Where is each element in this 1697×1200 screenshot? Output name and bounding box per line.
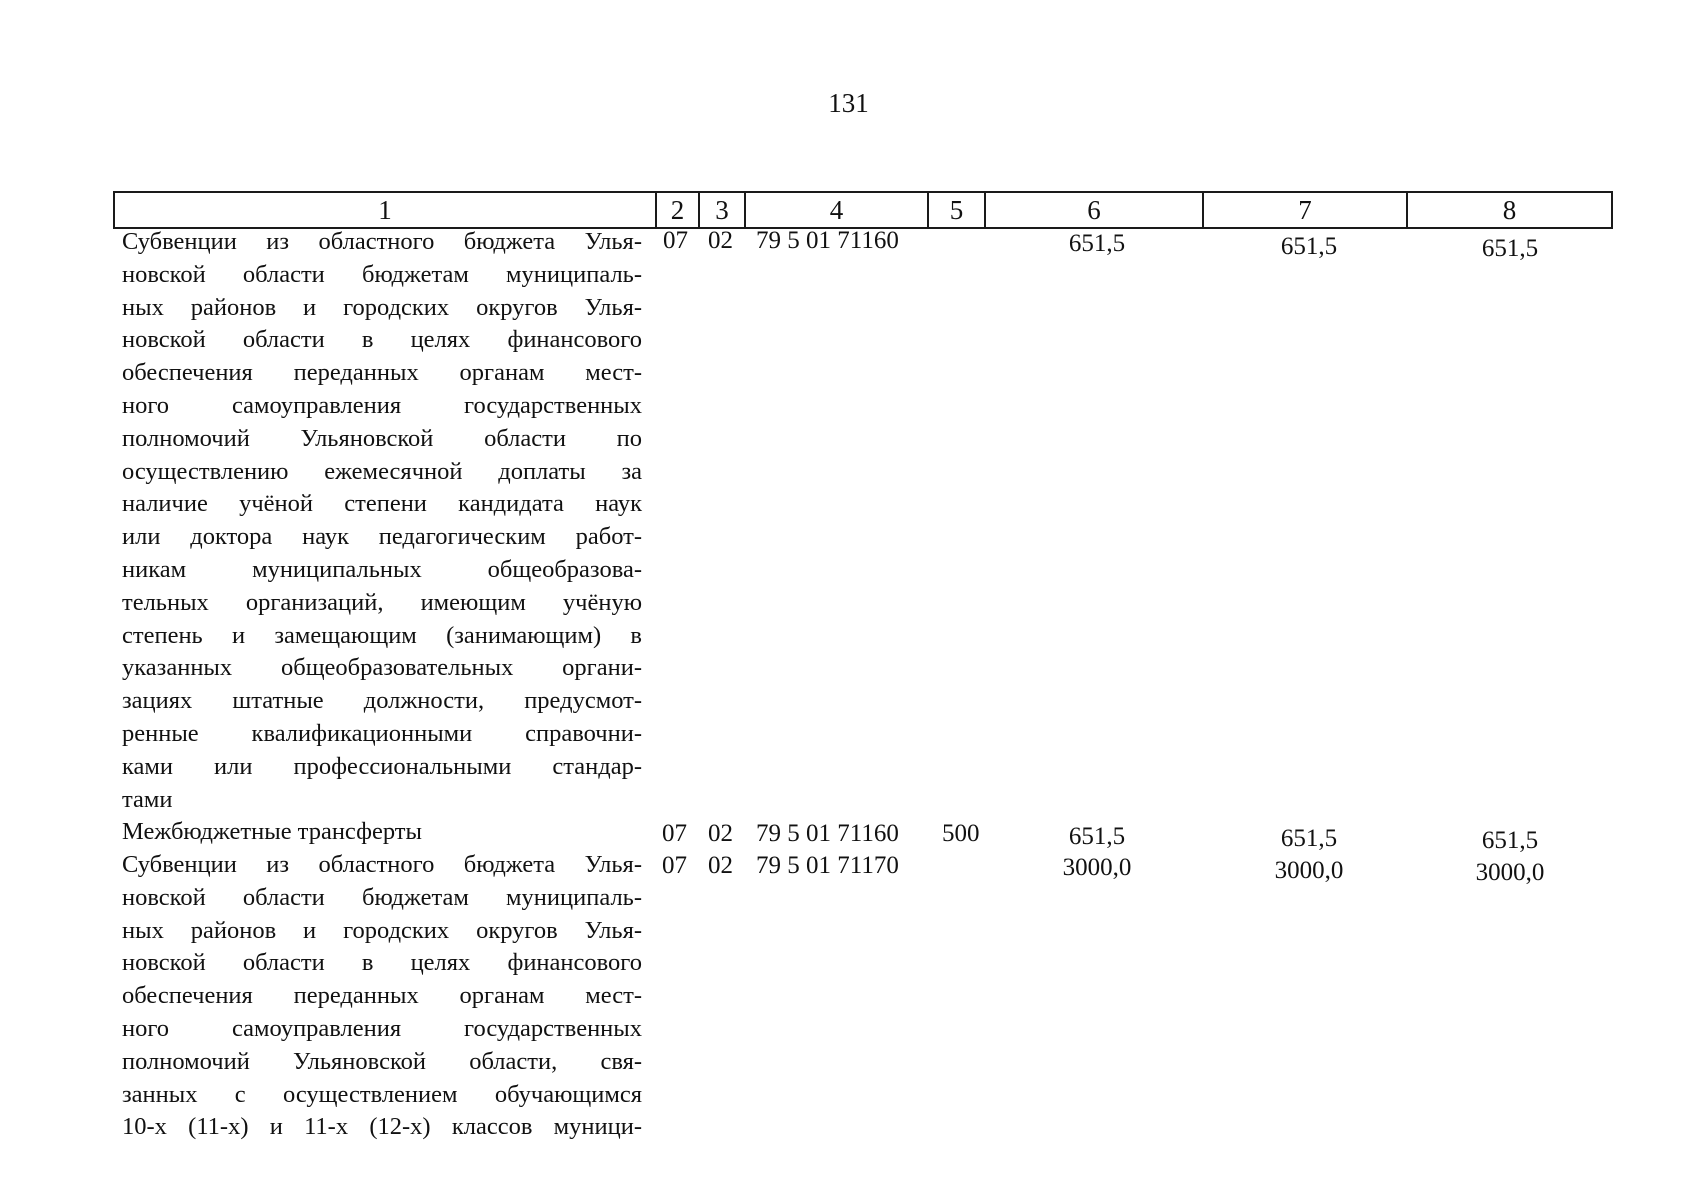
amount-year-3: 3000,0 (1475, 859, 1545, 886)
amount-year-1: 651,5 (1068, 230, 1126, 257)
target-article-code: 79 5 01 71160 (756, 820, 899, 847)
description-line: ками или профессиональными стандар- (122, 752, 642, 780)
amount-year-1: 651,5 (1068, 823, 1126, 850)
target-article-code: 79 5 01 71170 (756, 852, 899, 879)
section-code: 07 (662, 852, 687, 879)
subsection-code: 02 (708, 227, 733, 254)
description-line: ренные квалификационными справочни- (122, 719, 642, 747)
description-line: ного самоуправления государственных (122, 391, 642, 419)
description-line: новской области в целях финансового (122, 949, 642, 977)
header-col-2: 2 (655, 193, 698, 227)
section-code: 07 (663, 227, 688, 254)
amount-year-2: 3000,0 (1274, 857, 1344, 884)
target-article-code: 79 5 01 71160 (756, 227, 899, 254)
description-line: ного самоуправления государственных (122, 1014, 642, 1042)
header-col-4: 4 (744, 193, 927, 227)
header-col-3: 3 (698, 193, 744, 227)
amount-year-3: 651,5 (1481, 235, 1539, 262)
page-number: 131 (828, 88, 869, 118)
description-line: зациях штатные должности, предусмот- (122, 687, 642, 715)
subsection-code: 02 (708, 820, 733, 847)
description-line: ных районов и городских округов Улья- (122, 293, 642, 321)
description-line: тельных организаций, имеющим учёную (122, 588, 642, 616)
header-col-7: 7 (1202, 193, 1406, 227)
description-line: указанных общеобразовательных органи- (122, 654, 642, 682)
description-line: или доктора наук педагогическим работ- (122, 523, 642, 551)
description-line: ных районов и городских округов Улья- (122, 916, 642, 944)
header-col-1: 1 (378, 195, 392, 225)
description-line: полномочий Ульяновской области по (122, 424, 642, 452)
description-line: никам муниципальных общеобразова- (122, 555, 642, 583)
amount-year-2: 651,5 (1280, 233, 1338, 260)
description-line: новской области в целях финансового (122, 326, 642, 354)
description-line: тами (122, 785, 173, 813)
description-line: новской области бюджетам муниципаль- (122, 883, 642, 911)
header-col-8: 8 (1406, 193, 1611, 227)
description-line: обеспечения переданных органам мест- (122, 359, 642, 387)
description-line: Субвенции из областного бюджета Улья- (122, 228, 642, 255)
description-line: Субвенции из областного бюджета Улья- (122, 851, 642, 878)
description-line: новской области бюджетам муниципаль- (122, 260, 642, 288)
description-line: полномочий Ульяновской области, свя- (122, 1047, 642, 1075)
section-code: 07 (662, 820, 687, 847)
description-line: обеспечения переданных органам мест- (122, 982, 642, 1010)
amount-year-2: 651,5 (1280, 825, 1338, 852)
description-line: осуществлению ежемесячной доплаты за (122, 457, 642, 485)
row-description (122, 816, 642, 849)
amount-year-3: 651,5 (1481, 827, 1539, 854)
row-description (122, 226, 642, 816)
subsection-code: 02 (708, 852, 733, 879)
amount-year-1: 3000,0 (1062, 854, 1132, 881)
description-line: занных с осуществлением обучающимся (122, 1080, 642, 1108)
description-line: наличие учёной степени кандидата наук (122, 490, 642, 518)
description-line: степень и замещающим (занимающим) в (122, 621, 642, 649)
description-line: 10-х (11-х) и 11-х (12-х) классов муници- (122, 1113, 642, 1141)
description-line: Межбюджетные трансферты (122, 818, 422, 845)
row-description (122, 849, 642, 1144)
table-header-row (113, 191, 1613, 229)
header-col-5: 5 (927, 193, 984, 227)
header-col-6: 6 (984, 193, 1202, 227)
expense-type-code: 500 (942, 820, 980, 847)
